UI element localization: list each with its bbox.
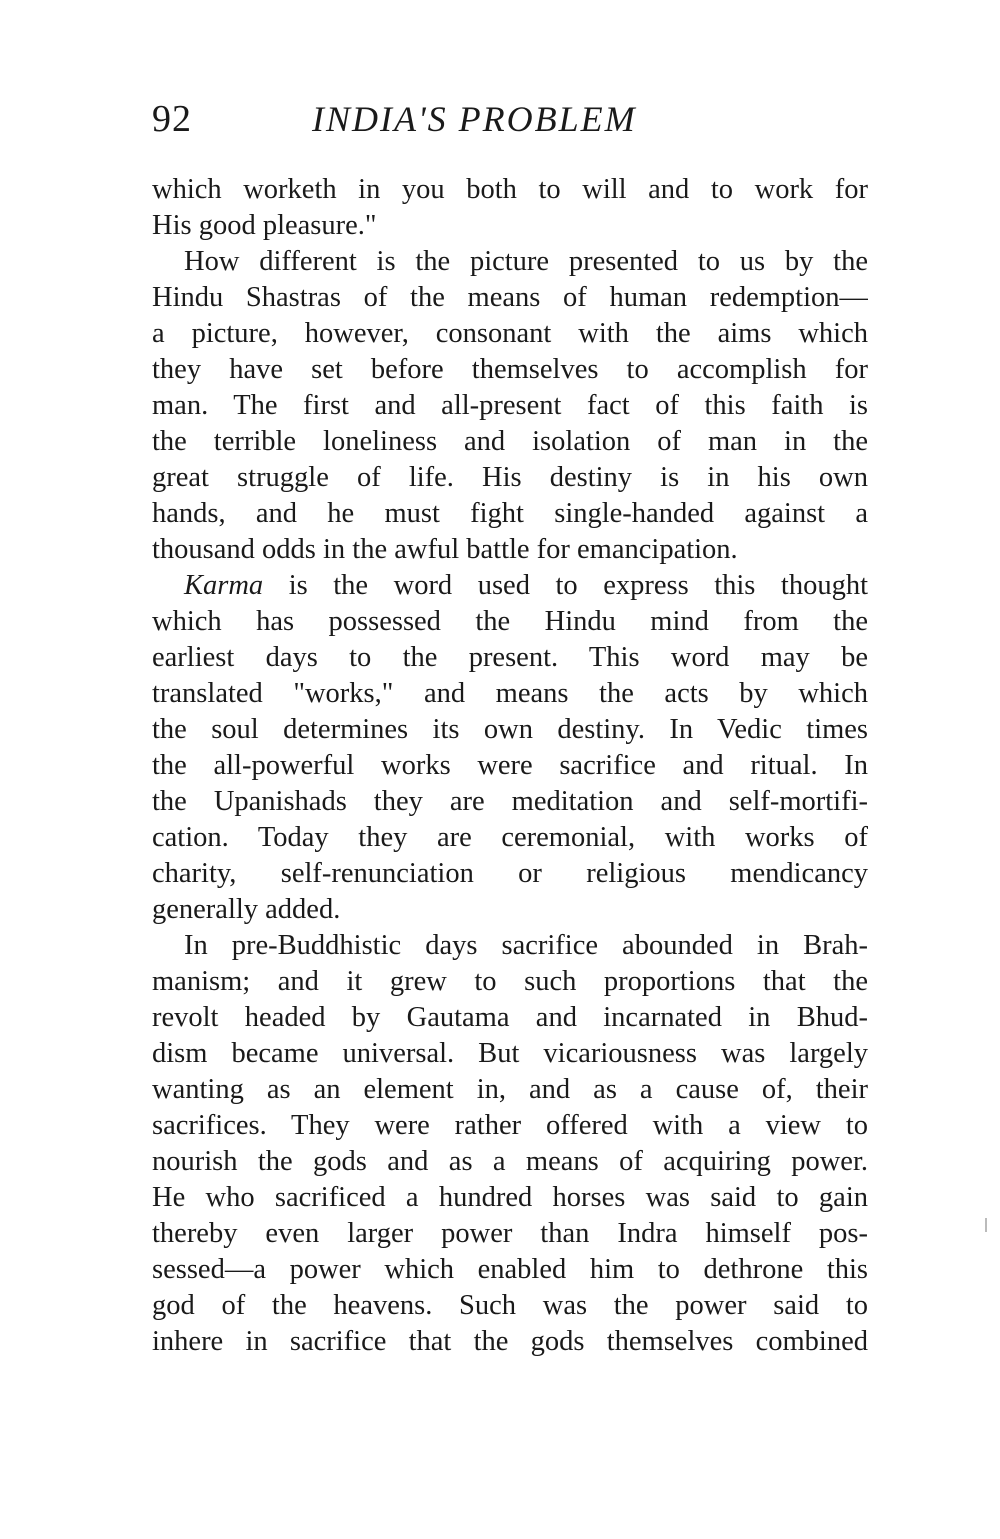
text-line: [152, 568, 868, 604]
text-line: dism became universal. But vicariousness was largely: [152, 1038, 868, 1069]
text-line: wanting as an element in, and as a cause of, their: [152, 1074, 868, 1105]
text-line: translated "works," and means the acts by which: [152, 678, 868, 709]
text-line: sacrifices. They were rather offered with a view to: [152, 1110, 868, 1141]
body-text: [152, 172, 868, 1360]
text-line: nourish the gods and as a means of acquiring power.: [152, 1146, 868, 1177]
text-line: inhere in sacrifice that the gods themselves combined: [152, 1326, 868, 1357]
text-line: man. The first and all-present fact of this faith is: [152, 390, 868, 421]
scan-edge-mark: [985, 1218, 987, 1232]
page-number: 92: [152, 98, 192, 140]
text-line: revolt headed by Gautama and incarnated in Bhud-: [152, 1002, 868, 1033]
running-title: INDIA'S PROBLEM: [312, 99, 637, 139]
text-line: sessed—a power which enabled him to dethrone this: [152, 1254, 868, 1285]
text-line: which worketh in you both to will and to work for: [152, 174, 868, 205]
text-line: the soul determines its own destiny. In Vedic times: [152, 714, 868, 745]
text-line: god of the heavens. Such was the power said to: [152, 1290, 868, 1321]
text-line: His good pleasure.": [152, 210, 377, 241]
text-line: Hindu Shastras of the means of human redemption—: [152, 282, 868, 313]
text-line: manism; and it grew to such proportions that the: [152, 966, 868, 997]
text-line: the terrible loneliness and isolation of man in the: [152, 426, 868, 457]
paragraph: [152, 244, 868, 568]
paragraph: [152, 568, 868, 928]
text-line: the all-powerful works were sacrifice and ritual. In: [152, 750, 868, 781]
text-line: the Upanishads they are meditation and self-mortifi-: [152, 786, 868, 817]
text-line: great struggle of life. His destiny is in his own: [152, 462, 868, 493]
text-line: which has possessed the Hindu mind from the: [152, 606, 868, 637]
text-line: earliest days to the present. This word may be: [152, 642, 868, 673]
text-line: a picture, however, consonant with the aims which: [152, 318, 868, 349]
text-run: is the word used to express this thought: [263, 570, 868, 601]
text-line: thereby even larger power than Indra himself pos-: [152, 1218, 868, 1249]
text-line: thousand odds in the awful battle for emancipation.: [152, 534, 738, 565]
text-line: hands, and he must fight single-handed against a: [152, 498, 868, 529]
text-line: In pre-Buddhistic days sacrifice abounded in Brah-: [184, 930, 868, 961]
text-line: charity, self-renunciation or religious mendicancy: [152, 858, 868, 889]
text-line: How different is the picture presented to us by the: [184, 246, 868, 277]
text-line: generally added.: [152, 894, 341, 925]
text-line: cation. Today they are ceremonial, with works of: [152, 822, 868, 853]
italic-term: Karma: [184, 570, 264, 601]
paragraph: [152, 928, 868, 1360]
text-line: He who sacrificed a hundred horses was said to gain: [152, 1182, 868, 1213]
paragraph: [152, 172, 868, 244]
text-line: they have set before themselves to accomplish for: [152, 354, 868, 385]
running-header: [150, 96, 870, 146]
